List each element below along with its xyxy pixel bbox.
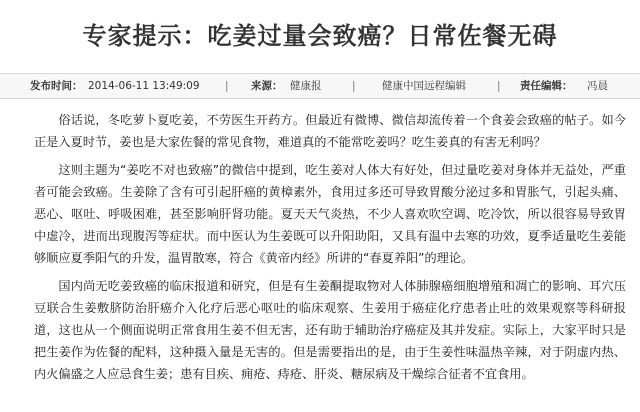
paragraph: 俗话说，冬吃萝卜夏吃姜，不劳医生开药方。但最近有微博、微信却流传着一个食姜会致癌的帖子。如今正是入夏时节，姜也是大家佐餐的常见食物，难道真的不能常吃姜吗？吃生姜真的有害无利吗？ [34, 113, 626, 149]
source-label: 来源： [251, 80, 283, 92]
meta-separator: | [352, 80, 356, 92]
publish-time-label: 发布时间： [30, 80, 83, 92]
responsible-editor-label: 责任编辑： [520, 80, 573, 92]
article-meta-bar [0, 73, 640, 99]
article-body [34, 109, 626, 391]
meta-separator: | [497, 80, 501, 92]
responsible-editor-name: 冯晨 [587, 80, 608, 92]
editor-name: 健康中国远程编辑 [382, 80, 466, 92]
paragraph: 国内尚无吃姜致癌的临床报道和研究，但是有生姜酮提取物对人体肺腺癌细胞增殖和凋亡的影响、耳穴压豆联合生姜敷脐防治肝癌介入化疗后恶心呕吐的临床观察、生姜用于癌症化疗患者止吐的效果观察等科研报道，这也从一个侧面说明正常食用生姜不但无害，还有助于辅助治疗癌症及其并发症。实际上，大家平时只是把生姜作为佐餐的配料，这种摄入量是无害的。但是需要指出的是，由于生姜性味温热辛辣，对于阴虚内热、内火偏盛之人应忌食生姜；患有目疾、痈疮、痔疮、肝炎、糖尿病及干燥综合征者不宜食用。 [34, 279, 626, 381]
publish-time: 2014-06-11 13:49:09 [88, 80, 200, 92]
meta-separator: | [225, 80, 229, 92]
source-name: 健康报 [290, 80, 322, 92]
paragraph: 这则主题为“姜吃不对也致癌”的微信中提到，吃生姜对人体大有好处，但过量吃姜对身体并无益处，严重者可能会致癌。生姜除了含有可引起肝癌的黄樟素外，食用过多还可导致胃酸分泌过多和胃胀气，引起头痛、恶心、呕吐、呼吸困难，甚至影响肝肾功能。夏天天气炎热，不少人喜欢吹空调、吃冷饮，所以很容易导致胃中虚冷，进而出现腹泻等症状。而中医认为生姜既可以升阳助阳，又具有温中去寒的功效，夏季适量吃生姜能够顺应夏季阳气的升发，温胃散寒，符合《黄帝内经》所讲的“春夏养阳”的理论。 [34, 163, 626, 265]
article-title: 专家提示：吃姜过量会致癌？日常佐餐无碍 [82, 21, 558, 50]
